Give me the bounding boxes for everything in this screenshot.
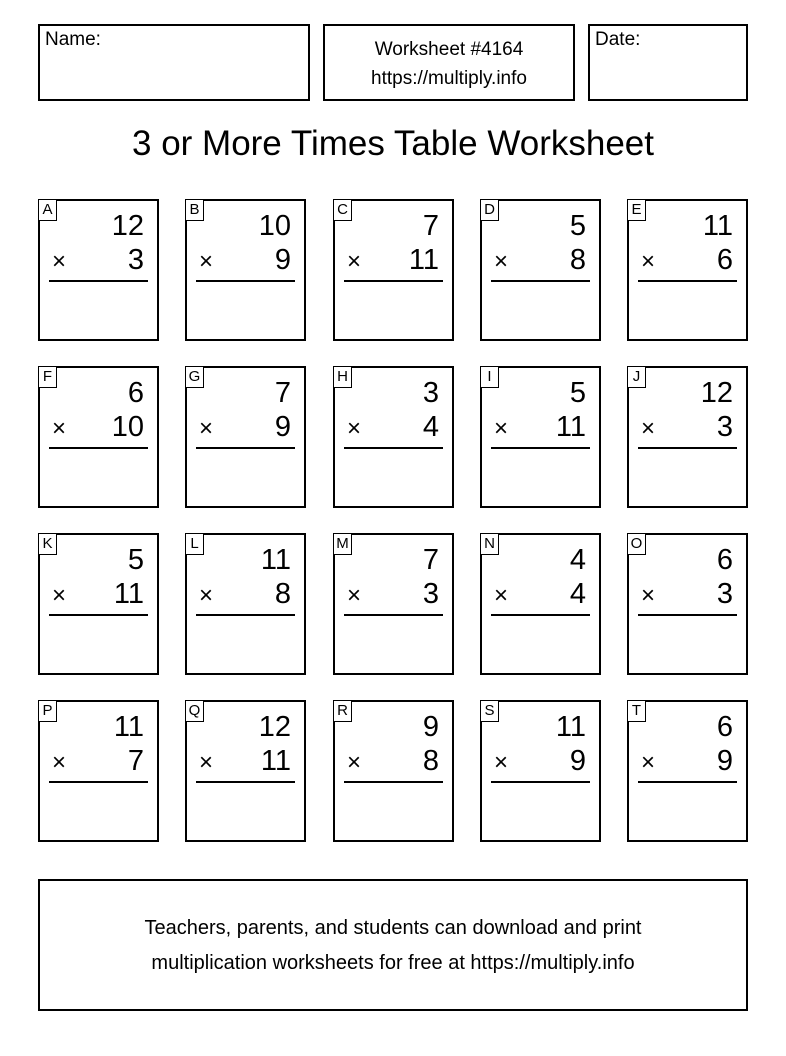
multiplicand: 11	[113, 711, 144, 743]
multiplier: 9	[274, 244, 291, 276]
problem-card[interactable]	[38, 700, 159, 842]
problem-letter: G	[185, 366, 204, 388]
multiplicand: 9	[422, 711, 439, 743]
times-sign: ×	[494, 415, 509, 442]
problem-card[interactable]	[185, 199, 306, 341]
problem-card[interactable]	[185, 366, 306, 508]
answer-line	[491, 447, 590, 449]
problem-letter: M	[333, 533, 352, 555]
problem-card[interactable]	[480, 366, 601, 508]
multiplier: 11	[555, 411, 586, 443]
times-sign: ×	[641, 248, 656, 275]
worksheet-info-box	[323, 24, 575, 101]
problem-card[interactable]	[627, 700, 748, 842]
answer-line	[491, 614, 590, 616]
times-sign: ×	[347, 248, 362, 275]
problem-letter: P	[38, 700, 57, 722]
answer-line	[196, 614, 295, 616]
answer-line	[638, 781, 737, 783]
problem-letter: K	[38, 533, 57, 555]
multiplicand: 11	[555, 711, 586, 743]
multiplier: 9	[274, 411, 291, 443]
multiplicand: 11	[702, 210, 733, 242]
problem-card[interactable]	[38, 533, 159, 675]
problem-card[interactable]	[480, 533, 601, 675]
multiplicand: 5	[127, 544, 144, 576]
problem-card[interactable]	[627, 199, 748, 341]
problem-card[interactable]	[480, 700, 601, 842]
multiplier: 8	[422, 745, 439, 777]
answer-line	[196, 280, 295, 282]
multiplier: 9	[569, 745, 586, 777]
multiplicand: 10	[258, 210, 291, 242]
problem-letter: N	[480, 533, 499, 555]
problem-card[interactable]	[38, 366, 159, 508]
page-title: 3 or More Times Table Worksheet	[132, 124, 654, 163]
multiplicand: 6	[716, 544, 733, 576]
worksheet-url: https://multiply.info	[371, 68, 527, 89]
answer-line	[196, 781, 295, 783]
times-sign: ×	[199, 582, 214, 609]
answer-line	[491, 781, 590, 783]
problem-letter: J	[627, 366, 646, 388]
times-sign: ×	[52, 582, 67, 609]
answer-line	[49, 447, 148, 449]
answer-line	[49, 781, 148, 783]
answer-line	[344, 614, 443, 616]
times-sign: ×	[52, 248, 67, 275]
problem-letter: O	[627, 533, 646, 555]
answer-line	[638, 280, 737, 282]
problem-letter: A	[38, 199, 57, 221]
problem-card[interactable]	[333, 199, 454, 341]
name-field[interactable]	[38, 24, 310, 101]
multiplier: 9	[716, 745, 733, 777]
multiplier: 11	[408, 244, 439, 276]
multiplicand: 6	[127, 377, 144, 409]
answer-line	[49, 280, 148, 282]
multiplier: 4	[569, 578, 586, 610]
footer-note	[38, 879, 748, 1011]
problem-letter: L	[185, 533, 204, 555]
multiplicand: 3	[422, 377, 439, 409]
multiplicand: 5	[569, 377, 586, 409]
answer-line	[491, 280, 590, 282]
answer-line	[638, 614, 737, 616]
answer-line	[344, 781, 443, 783]
problem-card[interactable]	[333, 700, 454, 842]
multiplier: 3	[127, 244, 144, 276]
date-label: Date:	[595, 29, 641, 50]
problem-card[interactable]	[38, 199, 159, 341]
multiplier: 4	[422, 411, 439, 443]
problem-letter: R	[333, 700, 352, 722]
times-sign: ×	[494, 749, 509, 776]
problem-letter: C	[333, 199, 352, 221]
times-sign: ×	[52, 415, 67, 442]
multiplier: 3	[716, 411, 733, 443]
date-field[interactable]	[588, 24, 748, 101]
multiplicand: 7	[422, 544, 439, 576]
multiplicand: 12	[111, 210, 144, 242]
times-sign: ×	[347, 582, 362, 609]
problem-letter: H	[333, 366, 352, 388]
problem-card[interactable]	[333, 533, 454, 675]
multiplicand: 11	[260, 544, 291, 576]
times-sign: ×	[347, 415, 362, 442]
answer-line	[49, 614, 148, 616]
multiplicand: 4	[569, 544, 586, 576]
times-sign: ×	[641, 582, 656, 609]
answer-line	[344, 447, 443, 449]
answer-line	[344, 280, 443, 282]
times-sign: ×	[199, 248, 214, 275]
problem-letter: B	[185, 199, 204, 221]
problem-letter: Q	[185, 700, 204, 722]
multiplier: 3	[422, 578, 439, 610]
multiplier: 3	[716, 578, 733, 610]
problem-grid	[38, 199, 748, 842]
multiplier: 8	[274, 578, 291, 610]
problem-letter: T	[627, 700, 646, 722]
answer-line	[196, 447, 295, 449]
answer-line	[638, 447, 737, 449]
name-label: Name:	[45, 29, 101, 50]
problem-card[interactable]	[333, 366, 454, 508]
problem-card[interactable]	[185, 533, 306, 675]
times-sign: ×	[347, 749, 362, 776]
times-sign: ×	[494, 248, 509, 275]
problem-card[interactable]	[627, 366, 748, 508]
multiplier: 8	[569, 244, 586, 276]
problem-letter: E	[627, 199, 646, 221]
problem-letter: I	[480, 366, 499, 388]
problem-letter: F	[38, 366, 57, 388]
problem-card[interactable]	[480, 199, 601, 341]
times-sign: ×	[52, 749, 67, 776]
multiplier: 11	[113, 578, 144, 610]
times-sign: ×	[199, 749, 214, 776]
times-sign: ×	[199, 415, 214, 442]
footer-line-1: Teachers, parents, and students can download and print	[144, 917, 642, 939]
multiplier: 7	[127, 745, 144, 777]
multiplicand: 7	[422, 210, 439, 242]
worksheet-number: Worksheet #4164	[374, 39, 524, 60]
multiplicand: 5	[569, 210, 586, 242]
times-sign: ×	[494, 582, 509, 609]
multiplicand: 12	[700, 377, 733, 409]
problem-letter: D	[480, 199, 499, 221]
multiplicand: 12	[258, 711, 291, 743]
multiplicand: 6	[716, 711, 733, 743]
times-sign: ×	[641, 749, 656, 776]
multiplier: 10	[111, 411, 144, 443]
multiplier: 11	[260, 745, 291, 777]
problem-card[interactable]	[627, 533, 748, 675]
footer-line-2: multiplication worksheets for free at https://multiply.info	[151, 952, 635, 974]
multiplier: 6	[716, 244, 733, 276]
multiplicand: 7	[274, 377, 291, 409]
problem-letter: S	[480, 700, 499, 722]
times-sign: ×	[641, 415, 656, 442]
problem-card[interactable]	[185, 700, 306, 842]
